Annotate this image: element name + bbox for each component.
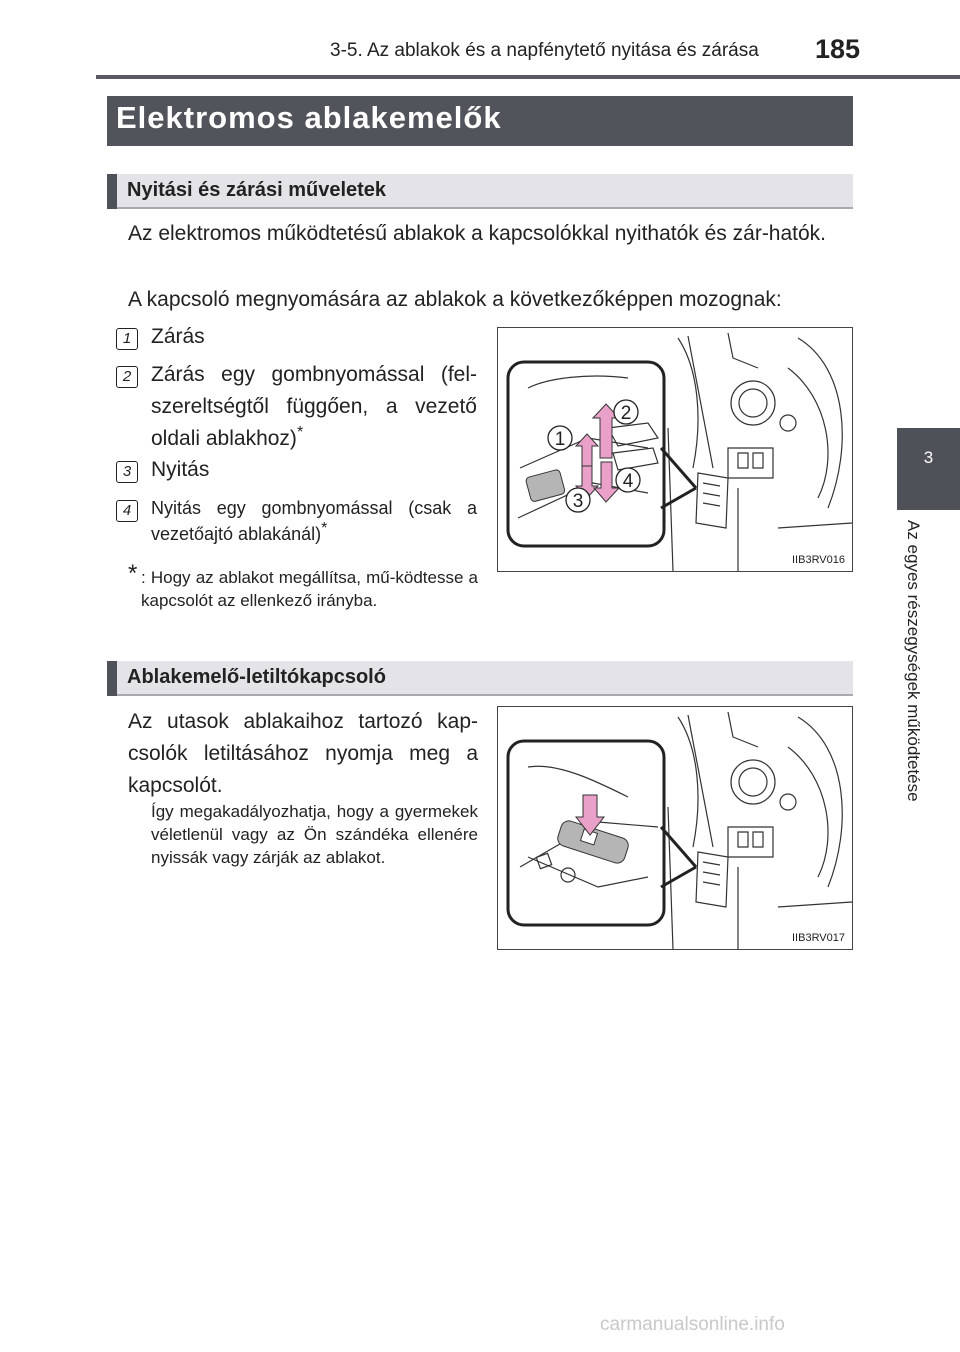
figure-callout-1 xyxy=(548,426,572,450)
figure-callout-3 xyxy=(566,488,590,512)
section1-intro: Az elektromos működtetésű ablakok a kapcsolókkal nyithatók és zár-hatók. xyxy=(128,222,827,245)
item-text-1: Zárás xyxy=(151,325,205,348)
footnote-mark: * xyxy=(128,560,138,587)
figure-lock-switch xyxy=(497,706,853,950)
item-text-4: Nyitás egy gombnyomással (csak a vezetőajtó ablakánál)* xyxy=(151,498,477,544)
running-header: 3-5. Az ablakok és a napfénytető nyitása és zárása xyxy=(330,40,759,61)
figure-label: IIB3RV016 xyxy=(792,554,846,566)
figure-callout-2 xyxy=(614,400,638,424)
footnote-star: * xyxy=(296,424,304,441)
svg-text:1: 1 xyxy=(554,429,566,450)
chapter-title: Az egyes részegységek működtetése xyxy=(904,520,923,802)
footnote-text: : Hogy az ablakot megállítsa, mű-ködtesse a kapcsolót az ellenkező irányba. xyxy=(141,568,478,610)
svg-text:4: 4 xyxy=(622,471,634,492)
item-text-2: Zárás egy gombnyomással (fel-szereltségtől függően, a vezető oldali ablakhoz)* xyxy=(151,363,477,450)
header-rule xyxy=(96,75,960,79)
page-number: 185 xyxy=(815,34,861,64)
figure-window-switch-drawing xyxy=(498,328,852,571)
item-number-4: 4 xyxy=(116,500,138,522)
chapter-tab xyxy=(897,428,960,510)
item-number-2: 2 xyxy=(116,366,138,388)
item-number-1: 1 xyxy=(116,328,138,350)
section1-heading: Nyitási és zárási műveletek xyxy=(127,179,387,201)
section2-text: Az utasok ablakaihoz tartozó kap-csolók letiltásához nyomja meg a kapcsolót. xyxy=(128,710,478,797)
section1-intro2: A kapcsoló megnyomására az ablakok a következőképpen mozognak: xyxy=(128,288,782,311)
figure-callout-4 xyxy=(616,468,640,492)
svg-text:2: 2 xyxy=(620,403,632,424)
item-text-3: Nyitás xyxy=(151,458,210,481)
section1-heading-mark xyxy=(107,174,117,209)
chapter-number: 3 xyxy=(923,448,934,467)
footnote-star: * xyxy=(321,520,328,537)
section2-heading: Ablakemelő-letiltókapcsoló xyxy=(127,666,386,688)
section2-heading-mark xyxy=(107,661,117,696)
svg-text:3: 3 xyxy=(572,491,584,512)
item-number-3: 3 xyxy=(116,461,138,483)
section2-note: Így megakadályozhatja, hogy a gyermekek véletlenül vagy az Ön szándéka ellenére nyissák vagy zárják az ablakot. xyxy=(151,802,478,867)
main-heading: Elektromos ablakemelők xyxy=(116,100,502,135)
figure-lock-switch-drawing xyxy=(498,707,852,949)
figure-label: IIB3RV017 xyxy=(792,932,846,944)
figure-window-switch xyxy=(497,327,853,572)
watermark: carmanualsonline.info xyxy=(600,1314,785,1335)
